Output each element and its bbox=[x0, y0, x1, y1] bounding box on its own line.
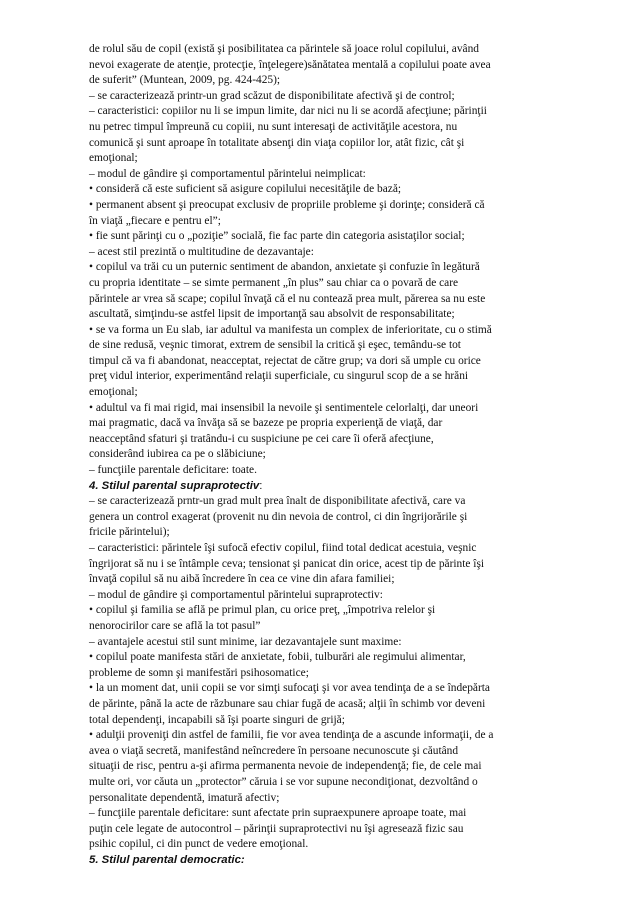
text-line: mai pragmatic, dacă va învăţa să se bazeze pe propria experienţă de viaţă, dar bbox=[89, 417, 443, 430]
text-line: – se caracterizează prntr-un grad mult prea înalt de disponibilitate afectivă, care va bbox=[89, 495, 466, 508]
text-line: de sine redusă, veşnic timorat, extrem de sensibil la critică şi eşec, temându-se tot bbox=[89, 339, 461, 352]
text-line: învaţă copilul să nu aibă încredere în cea ce vine din afara familiei; bbox=[89, 573, 395, 586]
text-line: • fie sunt părinţi cu o „poziţie” socială, fie fac parte din categoria asistaţilor social; bbox=[89, 230, 465, 243]
text-line: psihic copilul, ci din punct de vedere emoţional. bbox=[89, 838, 309, 851]
text-line: cu propria identitate – se simte permanent „în plus” sau chiar ca o povară de care bbox=[89, 276, 459, 289]
document-page bbox=[89, 42, 567, 868]
text-line: – modul de gândire şi comportamentul părintelui supraprotectiv: bbox=[89, 588, 383, 601]
text-line: neacceptând sfaturi şi tratându-i cu suspiciune pe cei care îi oferă afecţiune, bbox=[89, 432, 434, 445]
text-line: genera un control exagerat (provenit nu din nevoia de control, ci din îngrijorările şi bbox=[89, 510, 468, 523]
text-line: situaţii de risc, pentru a-şi afirma permanenta nevoie de independenţă; fie, de cele mai bbox=[89, 760, 482, 773]
text-line: multe ori, vor căuta un „protector” căruia i se vor supune necondiţionat, dezvoltând o bbox=[89, 775, 478, 788]
paragraph-block-supraprotectiv bbox=[89, 494, 567, 853]
text-line: • copilul poate manifesta stări de anxietate, fobii, tulburări ale regimului alimentar, bbox=[89, 651, 466, 664]
text-line: • consideră că este suficient să asigure copilului necesităţile de bază; bbox=[89, 183, 402, 196]
text-line: • copilul va trăi cu un puternic sentiment de abandon, anxietate şi confuzie în legătură bbox=[89, 261, 480, 274]
text-line: – avantajele acestui stil sunt minime, iar dezavantajele sunt maxime: bbox=[89, 635, 402, 648]
text-line: îngrijorat să nu i se întâmple ceva; tensionat şi panicat din orice, acest tip de părinte îşi bbox=[89, 557, 485, 570]
text-line: • adultul va fi mai rigid, mai insensibil la nevoile şi sentimentele celorlalţi, dar uneori bbox=[89, 401, 479, 414]
paragraph-block-neimplicat bbox=[89, 42, 567, 479]
text-line: – modul de gândire şi comportamentul părintelui neimplicat: bbox=[89, 167, 366, 180]
section-heading-democratic: 5. Stilul parental democratic: bbox=[89, 853, 245, 866]
heading-colon: : bbox=[259, 479, 263, 492]
text-line: avea o viaţă secretă, manifestând neîncredere în persoane necunoscute şi căutând bbox=[89, 744, 459, 757]
text-line: timpul că va fi abandonat, neacceptat, rejectat de către grup; va dori să umple cu orice bbox=[89, 354, 481, 367]
text-line: – acest stil prezintă o multitudine de dezavantaje: bbox=[89, 245, 314, 258]
text-line: • permanent absent şi preocupat exclusiv de propriile probleme şi dorinţe; consideră că bbox=[89, 198, 485, 211]
text-line: puţin cele legate de autocontrol – părinţii supraprotectivi nu îşi agresează fizic sau bbox=[89, 822, 464, 835]
text-line: considerând iubirea ca pe o slăbiciune; bbox=[89, 448, 266, 461]
text-line: de părinte, până la acte de răzbunare sau chiar fugă de acasă; alţii în schimb vor deveni bbox=[89, 697, 486, 710]
text-line: părintele ar vrea să scape; copilul învaţă că el nu contează prea mult, părerea sa nu este bbox=[89, 292, 486, 305]
text-line: – funcţiile parentale deficitare: sunt afectate prin supraexpunere aproape toate, mai bbox=[89, 807, 467, 820]
text-line: – funcţiile parentale deficitare: toate. bbox=[89, 464, 257, 477]
text-line: • copilul şi familia se află pe primul plan, cu orice preţ, „împotriva relelor şi bbox=[89, 604, 436, 617]
text-line: – se caracterizează printr-un grad scăzut de disponibilitate afectivă şi de control; bbox=[89, 89, 455, 102]
text-line: ascultată, simţindu-se astfel lipsit de importanţă sau absolvit de responsabilitate; bbox=[89, 308, 455, 321]
text-line: preţ vidul interior, experimentând relaţii superficiale, cu singurul scop de a se hrăni bbox=[89, 370, 469, 383]
text-line: nu petrec timpul împreună cu copiii, nu sunt interesaţi de activităţile acestora, nu bbox=[89, 120, 458, 133]
text-line: personalitate dependentă, imatură afectiv; bbox=[89, 791, 280, 804]
heading-title: 4. Stilul parental supraprotectiv bbox=[89, 479, 260, 492]
text-line: – caracteristici: copiilor nu li se impun limite, dar nici nu li se acordă afecţiune; părinţii bbox=[89, 105, 487, 118]
text-line: – caracteristici: părintele îşi sufocă efectiv copilul, fiind total dedicat acestuia, veşnic bbox=[89, 542, 477, 554]
text-line: • la un moment dat, unii copii se vor simţi sufocaţi şi vor avea tendinţa de a se îndepărta bbox=[89, 682, 490, 695]
text-line: probleme de somn şi manifestări psihosomatice; bbox=[89, 666, 309, 679]
text-line: nevoi exagerate de atenţie, protecţie, înţelegere)sănătatea mentală a copilului poate avea bbox=[89, 58, 491, 71]
text-line: de suferit” (Muntean, 2009, pg. 424-425); bbox=[89, 74, 281, 87]
text-line: nenorocirilor care se află la tot pasul” bbox=[89, 619, 261, 632]
text-line: fricile părintelui); bbox=[89, 526, 170, 539]
text-line: în viaţă „fiecare e pentru el”; bbox=[89, 214, 221, 227]
text-line: emoţional; bbox=[89, 152, 138, 165]
text-line: total dependenţi, incapabili să îşi poarte singuri de grijă; bbox=[89, 713, 345, 726]
text-line: comunică şi sunt aproape în totalitate absenţi din viaţa copiilor lor, atât fizic, cât şi bbox=[89, 136, 465, 149]
text-line: emoţional; bbox=[89, 386, 138, 399]
section-heading-supraprotectiv bbox=[89, 479, 567, 495]
text-line: • se va forma un Eu slab, iar adultul va manifesta un complex de inferioritate, cu o stimă bbox=[89, 323, 492, 336]
text-line: • adulţii proveniţi din astfel de familii, fie vor avea tendinţa de a ascunde informaţii, de a bbox=[89, 729, 494, 742]
text-line: de rolul său de copil (există şi posibilitatea ca părintele să joace rolul copilului, având bbox=[89, 43, 480, 55]
